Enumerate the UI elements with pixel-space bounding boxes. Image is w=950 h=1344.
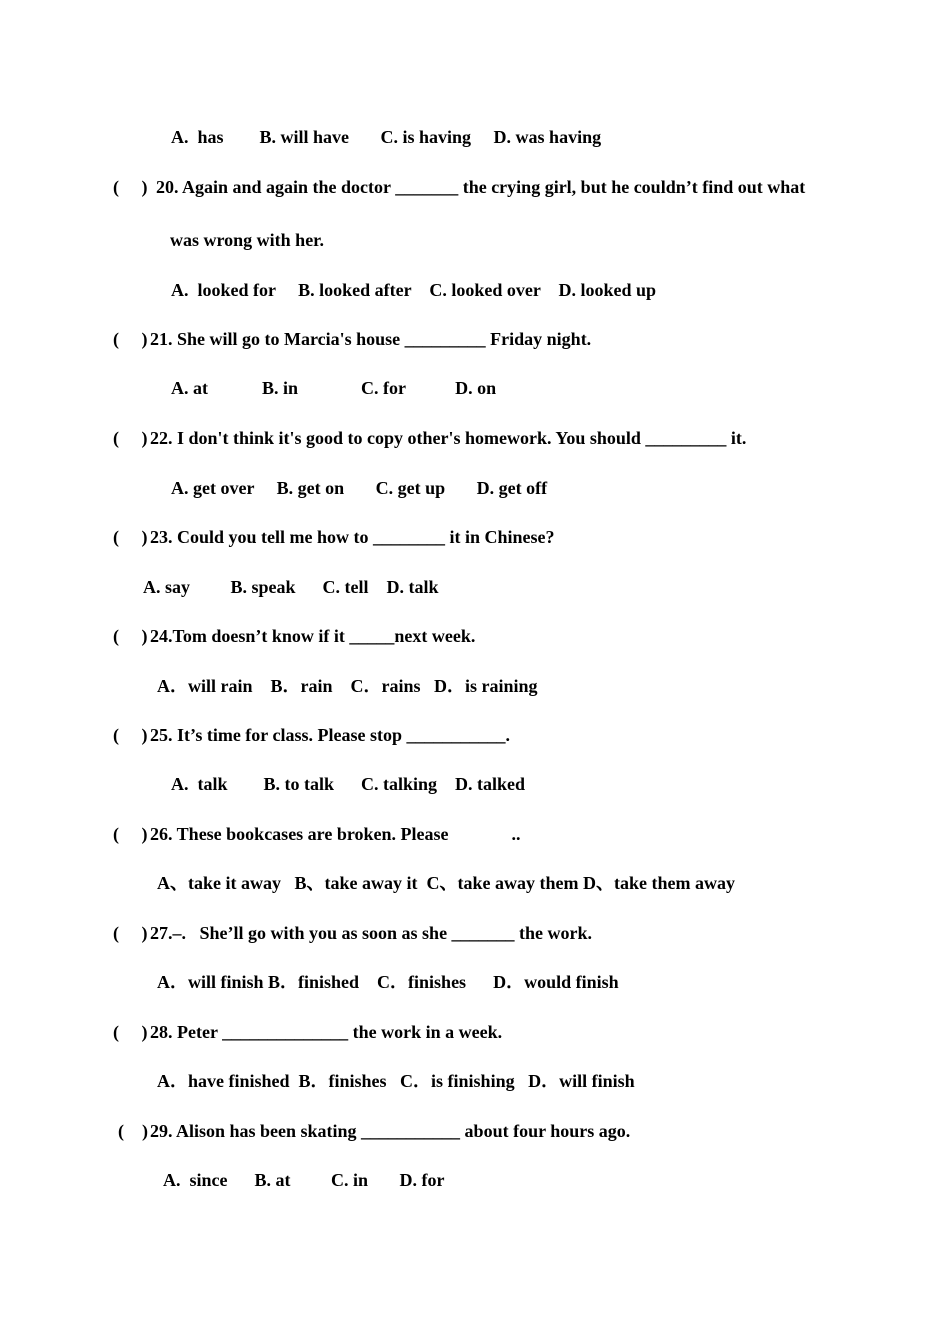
q27-answer-bracket: ( ) [113, 923, 148, 943]
q20-answer-bracket: ( ) [113, 177, 148, 197]
q21-stem: 21. She will go to Marcia's house _________ Friday night. [150, 329, 592, 349]
q19-options: A. has B. will have C. is having D. was having [171, 127, 602, 147]
q20-stem-cont: was wrong with her. [170, 230, 325, 250]
q24-stem: 24.Tom doesn’t know if it _____next week. [150, 626, 476, 646]
q27-stem: 27.–. She’ll go with you as soon as she _______ the work. [150, 923, 593, 943]
q22-options: A. get over B. get on C. get up D. get off [171, 478, 548, 498]
q24-options: A．will rain B．rain C．rains D．is raining [157, 676, 538, 696]
q21-answer-bracket: ( ) [113, 329, 148, 349]
q26-answer-bracket: ( ) [113, 824, 148, 844]
q22-stem: 22. I don't think it's good to copy other's homework. You should _________ it. [150, 428, 747, 448]
q25-options: A. talk B. to talk C. talking D. talked [171, 774, 526, 794]
q26-stem: 26. These bookcases are broken. Please .. [150, 824, 521, 844]
q28-answer-bracket: ( ) [113, 1022, 148, 1042]
q28-options: A．have finished B．finishes C．is finishing D．will finish [157, 1071, 635, 1091]
q26-options: A、take it away B、take away it C、take away them D、take them away [157, 873, 735, 893]
q29-stem: 29. Alison has been skating ___________ about four hours ago. [150, 1121, 631, 1141]
q23-answer-bracket: ( ) [113, 527, 148, 547]
q25-answer-bracket: ( ) [113, 725, 148, 745]
q22-answer-bracket: ( ) [113, 428, 148, 448]
q24-answer-bracket: ( ) [113, 626, 148, 646]
q25-stem: 25. It’s time for class. Please stop ___________. [150, 725, 510, 745]
q28-stem: 28. Peter ______________ the work in a week. [150, 1022, 503, 1042]
q20-options: A. looked for B. looked after C. looked over D. looked up [171, 280, 657, 300]
q23-options: A. say B. speak C. tell D. talk [143, 577, 439, 597]
q29-options: A. since B. at C. in D. for [163, 1170, 445, 1190]
q29-answer-bracket: ( ) [118, 1121, 148, 1141]
q23-stem: 23. Could you tell me how to ________ it in Chinese? [150, 527, 555, 547]
q27-options: A．will finish B．finished C．finishes D．would finish [157, 972, 619, 992]
q21-options: A. at B. in C. for D. on [171, 378, 497, 398]
q20-stem: 20. Again and again the doctor _______ the crying girl, but he couldn’t find out what [156, 177, 806, 197]
